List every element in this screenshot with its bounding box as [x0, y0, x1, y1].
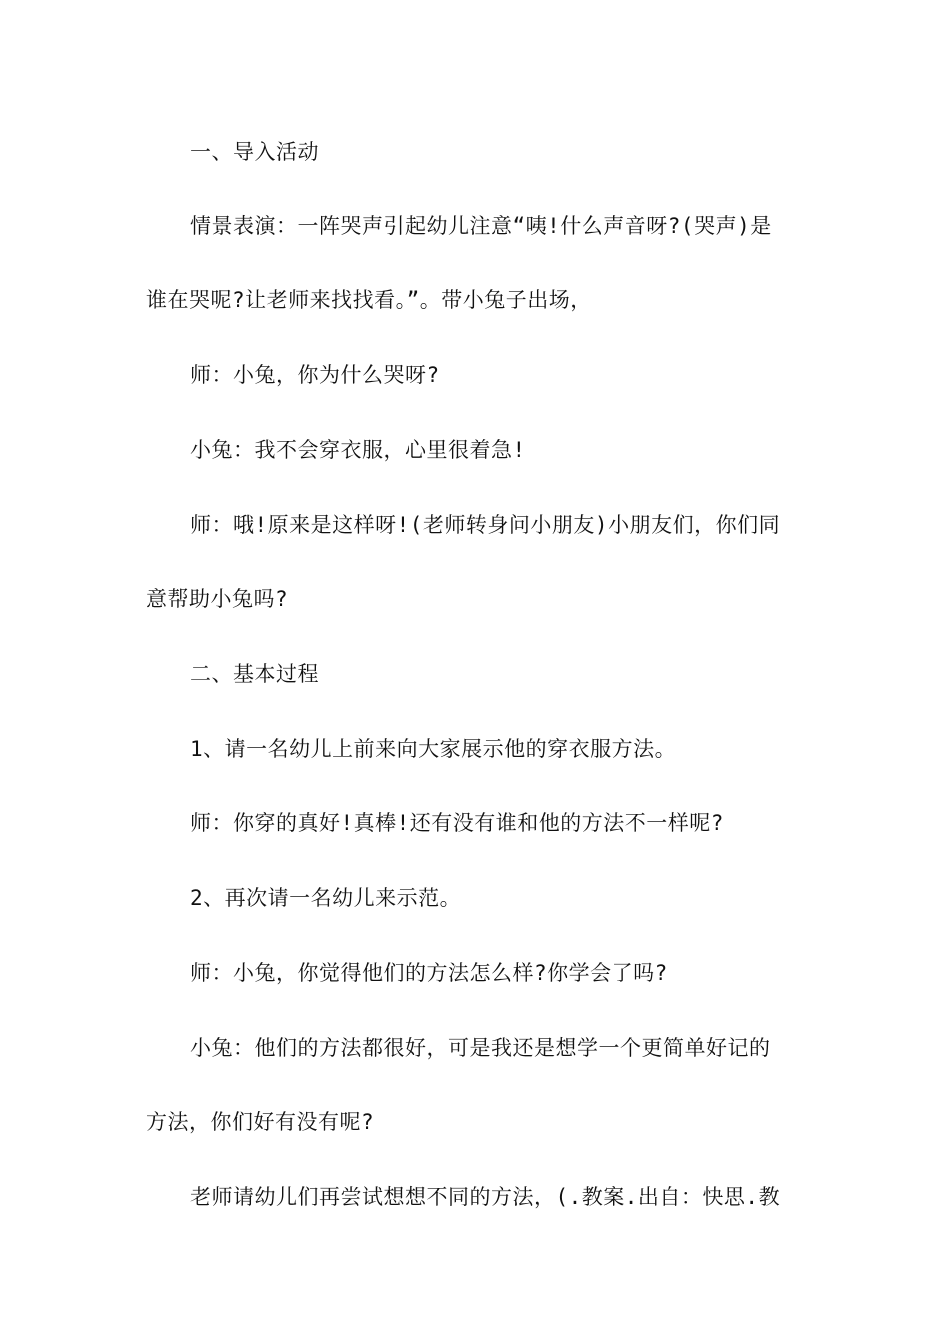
paragraph-line: 小兔：我不会穿衣服，心里很着急! — [190, 438, 526, 462]
paragraph-line: 师：小兔，你觉得他们的方法怎么样?你学会了吗? — [190, 961, 668, 985]
paragraph-line: 意帮助小兔吗? — [146, 587, 289, 611]
paragraph-line: 老师请幼儿们再尝试想想不同的方法，(.教案.出自：快思.教 — [190, 1185, 781, 1209]
paragraph-line: 小兔：他们的方法都很好，可是我还是想学一个更简单好记的 — [190, 1036, 771, 1060]
paragraph-line: 情景表演：一阵哭声引起幼儿注意“咦!什么声音呀?(哭声)是 — [190, 214, 772, 238]
paragraph-line: 师：你穿的真好!真棒!还有没有谁和他的方法不一样呢? — [190, 811, 724, 835]
heading-intro: 一、导入活动 — [190, 140, 319, 164]
paragraph-line: 师：哦!原来是这样呀!(老师转身问小朋友)小朋友们，你们同 — [190, 513, 781, 537]
heading-process: 二、基本过程 — [190, 662, 319, 686]
paragraph-line: 方法，你们好有没有呢? — [146, 1110, 375, 1134]
paragraph-line: 1、请一名幼儿上前来向大家展示他的穿衣服方法。 — [190, 737, 677, 761]
paragraph-line: 师：小兔，你为什么哭呀? — [190, 363, 440, 387]
paragraph-line: 2、再次请一名幼儿来示范。 — [190, 886, 462, 910]
paragraph-line: 谁在哭呢?让老师来找找看。”。带小兔子出场， — [146, 288, 592, 312]
